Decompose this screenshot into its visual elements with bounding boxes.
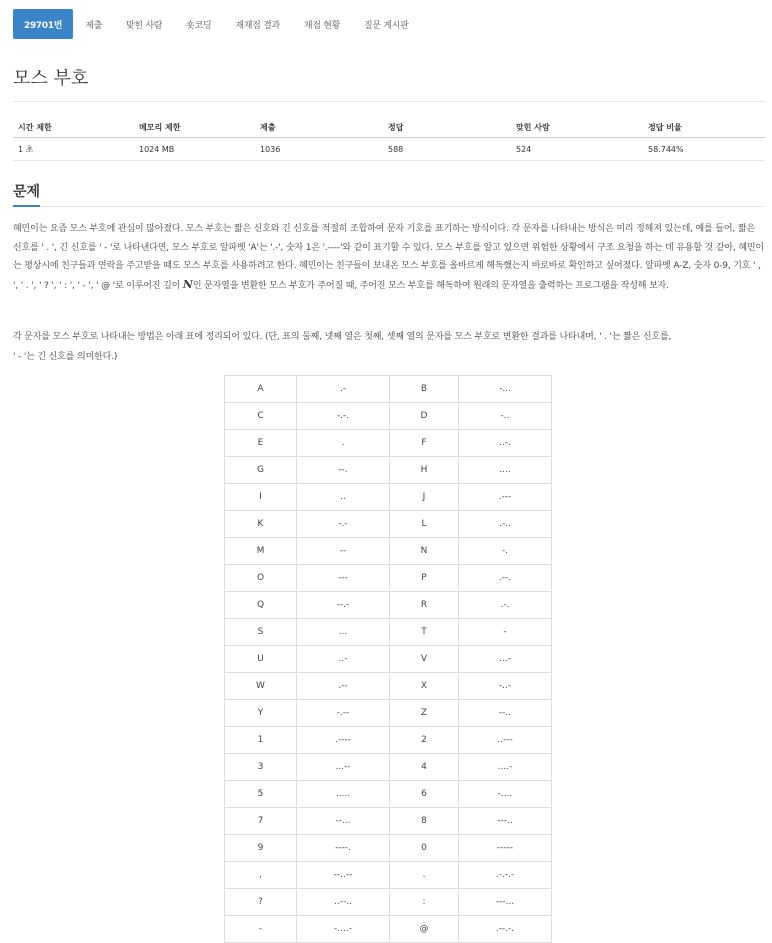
morse-code-table — [224, 375, 552, 943]
morse-char-cell: Y — [225, 700, 297, 727]
morse-code-cell: .- — [297, 376, 390, 403]
info-header-submissions: 제출 — [255, 117, 383, 138]
morse-char-cell: S — [225, 619, 297, 646]
morse-char-cell: L — [390, 511, 459, 538]
tab-problem-number[interactable]: 29701번 — [13, 9, 73, 39]
morse-code-cell: ----. — [297, 835, 390, 862]
morse-code-cell: -.-- — [297, 700, 390, 727]
info-header-accepted: 정답 — [383, 117, 511, 138]
morse-code-cell: -.-. — [297, 403, 390, 430]
morse-code-cell: .-.-.- — [459, 862, 552, 889]
morse-char-cell: 5 — [225, 781, 297, 808]
morse-char-cell: K — [225, 511, 297, 538]
table-explanation-line2: ' - '는 긴 신호를 의미한다.) — [13, 352, 118, 362]
morse-char-cell: V — [390, 646, 459, 673]
section-heading: 문제 — [13, 184, 41, 200]
morse-code-cell: ...- — [459, 646, 552, 673]
table-row — [225, 835, 552, 862]
table-row — [225, 592, 552, 619]
info-header-memory-limit: 메모리 제한 — [134, 117, 255, 138]
table-row — [225, 619, 552, 646]
morse-code-cell: --.. — [459, 700, 552, 727]
morse-char-cell: 2 — [390, 727, 459, 754]
description-text-tail: 인 문자열을 변환한 모스 부호가 주어질 때, 주어진 모스 부호를 해독하여 원래의 문자열을 출력하는 프로그램을 작성해 보자. — [192, 280, 669, 291]
tab-solvers[interactable]: 맞힌 사람 — [126, 20, 163, 31]
morse-code-cell: - — [459, 619, 552, 646]
morse-char-cell: @ — [390, 916, 459, 943]
morse-char-cell: A — [225, 376, 297, 403]
morse-char-cell: F — [390, 430, 459, 457]
morse-code-cell: --... — [297, 808, 390, 835]
morse-char-cell: , — [225, 862, 297, 889]
morse-code-cell: --..-- — [297, 862, 390, 889]
info-time-limit: 1 초 — [13, 138, 134, 161]
morse-char-cell: I — [225, 484, 297, 511]
morse-char-cell: 1 — [225, 727, 297, 754]
morse-char-cell: 3 — [225, 754, 297, 781]
table-row — [225, 889, 552, 916]
morse-char-cell: C — [225, 403, 297, 430]
table-row — [225, 565, 552, 592]
table-row — [225, 808, 552, 835]
morse-code-cell: -.- — [297, 511, 390, 538]
morse-code-cell: -... — [459, 376, 552, 403]
morse-char-cell: O — [225, 565, 297, 592]
info-header-row — [13, 117, 765, 138]
morse-code-cell: .--- — [459, 484, 552, 511]
info-header-solvers: 맞힌 사람 — [511, 117, 643, 138]
morse-code-cell: -....- — [297, 916, 390, 943]
morse-char-cell: H — [390, 457, 459, 484]
morse-char-cell: J — [390, 484, 459, 511]
table-row — [225, 700, 552, 727]
morse-code-cell: .--. — [459, 565, 552, 592]
morse-char-cell: G — [225, 457, 297, 484]
tab-judge-status[interactable]: 채점 현황 — [303, 20, 341, 31]
problem-description — [13, 220, 765, 295]
morse-code-cell: ....- — [459, 754, 552, 781]
morse-char-cell: - — [225, 916, 297, 943]
morse-code-cell: ---... — [459, 889, 552, 916]
morse-code-cell: . — [297, 430, 390, 457]
table-row — [225, 781, 552, 808]
info-solvers: 524 — [511, 138, 643, 161]
table-row — [225, 511, 552, 538]
morse-code-cell: ..- — [297, 646, 390, 673]
morse-code-cell: .--.-. — [459, 916, 552, 943]
morse-code-cell: -.... — [459, 781, 552, 808]
table-row — [225, 727, 552, 754]
morse-code-cell: ..... — [297, 781, 390, 808]
problem-info-table — [13, 117, 765, 161]
table-row — [225, 754, 552, 781]
morse-char-cell: T — [390, 619, 459, 646]
morse-char-cell: . — [390, 862, 459, 889]
title-divider — [13, 101, 765, 102]
morse-char-cell: E — [225, 430, 297, 457]
morse-char-cell: B — [390, 376, 459, 403]
table-row — [225, 916, 552, 943]
morse-char-cell: 8 — [390, 808, 459, 835]
problem-nav-tabs — [13, 9, 421, 39]
morse-code-cell: .-- — [297, 673, 390, 700]
table-row — [225, 430, 552, 457]
math-variable-n: N — [182, 277, 193, 291]
table-row — [225, 538, 552, 565]
morse-code-cell: -. — [459, 538, 552, 565]
morse-char-cell: Q — [225, 592, 297, 619]
morse-char-cell: U — [225, 646, 297, 673]
section-heading-underline — [13, 205, 40, 207]
morse-code-cell: .---- — [297, 727, 390, 754]
morse-code-cell: ..--.. — [297, 889, 390, 916]
morse-code-cell: --.- — [297, 592, 390, 619]
morse-code-cell: ..-. — [459, 430, 552, 457]
morse-char-cell: W — [225, 673, 297, 700]
morse-char-cell: N — [390, 538, 459, 565]
table-row — [225, 403, 552, 430]
morse-char-cell: M — [225, 538, 297, 565]
tab-submit[interactable]: 제출 — [85, 20, 103, 31]
info-accepted: 588 — [383, 138, 511, 161]
morse-code-cell: .-.. — [459, 511, 552, 538]
morse-char-cell: D — [390, 403, 459, 430]
section-divider — [40, 206, 765, 207]
morse-code-cell: ... — [297, 619, 390, 646]
morse-code-cell: -- — [297, 538, 390, 565]
table-row — [225, 862, 552, 889]
morse-code-cell: ...-- — [297, 754, 390, 781]
morse-code-cell: -..- — [459, 673, 552, 700]
description-text: 혜민이는 요즘 모스 부호에 관심이 많아졌다. 모스 부호는 짧은 신호와 긴 신호를 적절히 조합하여 문자 기호를 표기하는 방식이다. 각 문자를 나타내는 방식은 미리 정해져 있는데, 예를 들어, 짧은 신호를 ' . ', 긴 신호를 ' - '로 나타낸다면, 모스 부호로 알파벳 'A'는 '.-', 숫자 1은 '.----'와 같이 표기할 수 있다. 모스 부호를 알고 있으면 위험한 상황에서 구조 요청을 하는 데 유용할 것 같아, 혜민이는 평상시에 친구들과 연락을 주고받을 때도 모스 부호를 사용하려고 한다. 혜민이는 친구들이 보내온 모스 부호를 올바르게 해독했는지 바로바로 확인하고 싶어졌다. 알파벳 A-Z, 숫자 0-9, 기호 ' , ', ' . ', ' ? ', ' : ', ' - ', ' @ '로 이루어진 길이 — [13, 224, 764, 291]
info-value-row — [13, 138, 765, 161]
morse-code-cell: ..--- — [459, 727, 552, 754]
morse-code-cell: .-. — [459, 592, 552, 619]
page-title: 모스 부호 — [13, 68, 89, 89]
tab-question-board[interactable]: 질문 게시판 — [364, 20, 409, 31]
info-header-time-limit: 시간 제한 — [13, 117, 134, 138]
morse-char-cell: P — [390, 565, 459, 592]
table-row — [225, 646, 552, 673]
morse-char-cell: Z — [390, 700, 459, 727]
info-submissions: 1036 — [255, 138, 383, 161]
morse-char-cell: 0 — [390, 835, 459, 862]
morse-code-cell: .... — [459, 457, 552, 484]
morse-char-cell: 9 — [225, 835, 297, 862]
morse-char-cell: 7 — [225, 808, 297, 835]
tab-rejudge-results[interactable]: 재채점 결과 — [235, 20, 280, 31]
morse-code-cell: --- — [297, 565, 390, 592]
morse-char-cell: : — [390, 889, 459, 916]
table-row — [225, 376, 552, 403]
tab-short-coding[interactable]: 숏코딩 — [186, 20, 212, 31]
info-memory-limit: 1024 MB — [134, 138, 255, 161]
morse-char-cell: 4 — [390, 754, 459, 781]
morse-char-cell: ? — [225, 889, 297, 916]
table-explanation: 각 문자를 모스 부호로 나타내는 방법은 아래 표에 정리되어 있다. (단, 표의 둘째, 넷째 열은 첫째, 셋째 열의 문자를 모스 부호로 변환한 결과를 나타내며, ' . '는 짧은 신호를, — [13, 332, 672, 342]
info-accept-ratio: 58.744% — [643, 138, 765, 161]
morse-char-cell: X — [390, 673, 459, 700]
table-row — [225, 457, 552, 484]
morse-code-cell: -.. — [459, 403, 552, 430]
table-row — [225, 484, 552, 511]
morse-code-cell: --. — [297, 457, 390, 484]
morse-code-cell: .. — [297, 484, 390, 511]
morse-char-cell: 6 — [390, 781, 459, 808]
info-header-accept-ratio: 정답 비율 — [643, 117, 765, 138]
morse-code-cell: ---.. — [459, 808, 552, 835]
morse-char-cell: R — [390, 592, 459, 619]
morse-code-cell: ----- — [459, 835, 552, 862]
table-row — [225, 673, 552, 700]
